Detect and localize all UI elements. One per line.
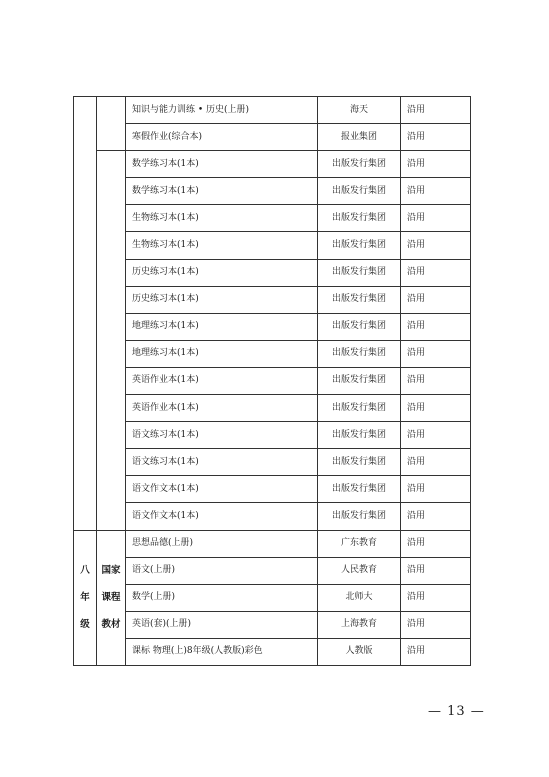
book-name: 生物练习本(1本) bbox=[126, 205, 318, 232]
course-type-line: 国家 bbox=[101, 565, 121, 577]
course-type-line: 课程 bbox=[101, 592, 121, 604]
grade-char: 八 bbox=[80, 565, 90, 577]
table-row bbox=[74, 205, 471, 232]
status: 沿用 bbox=[401, 151, 471, 178]
status: 沿用 bbox=[401, 259, 471, 286]
table-row bbox=[74, 611, 471, 638]
publisher: 人教版 bbox=[318, 638, 401, 665]
status: 沿用 bbox=[401, 638, 471, 665]
status: 沿用 bbox=[401, 367, 471, 394]
table-row bbox=[74, 584, 471, 611]
page-number: — 13 — bbox=[428, 704, 485, 719]
publisher: 出版发行集团 bbox=[318, 422, 401, 449]
table-row bbox=[74, 232, 471, 259]
publisher: 出版发行集团 bbox=[318, 476, 401, 503]
grade-label bbox=[74, 530, 97, 665]
table-row bbox=[74, 422, 471, 449]
publisher: 出版发行集团 bbox=[318, 259, 401, 286]
table-row bbox=[74, 476, 471, 503]
book-name: 英语(套)(上册) bbox=[126, 611, 318, 638]
type-cell-empty bbox=[97, 97, 126, 151]
publisher: 海天 bbox=[318, 97, 401, 124]
book-name: 语文作文本(1本) bbox=[126, 476, 318, 503]
publisher: 人民教育 bbox=[318, 557, 401, 584]
table-row bbox=[74, 449, 471, 476]
grade-char: 级 bbox=[80, 619, 90, 631]
publisher: 报业集团 bbox=[318, 124, 401, 151]
book-name: 知识与能力训练 • 历史(上册) bbox=[126, 97, 318, 124]
publisher: 上海教育 bbox=[318, 611, 401, 638]
course-type-label bbox=[97, 530, 126, 665]
book-name: 英语作业本(1本) bbox=[126, 367, 318, 394]
status: 沿用 bbox=[401, 476, 471, 503]
book-name: 地理练习本(1本) bbox=[126, 340, 318, 367]
table-row bbox=[74, 395, 471, 422]
status: 沿用 bbox=[401, 557, 471, 584]
publisher: 出版发行集团 bbox=[318, 151, 401, 178]
status: 沿用 bbox=[401, 395, 471, 422]
book-name: 数学练习本(1本) bbox=[126, 178, 318, 205]
status: 沿用 bbox=[401, 422, 471, 449]
book-name: 语文练习本(1本) bbox=[126, 422, 318, 449]
book-name: 历史练习本(1本) bbox=[126, 286, 318, 313]
book-name: 语文作文本(1本) bbox=[126, 503, 318, 530]
publisher: 出版发行集团 bbox=[318, 395, 401, 422]
status: 沿用 bbox=[401, 449, 471, 476]
book-name: 语文(上册) bbox=[126, 557, 318, 584]
publisher: 广东教育 bbox=[318, 530, 401, 557]
table-row bbox=[74, 178, 471, 205]
status: 沿用 bbox=[401, 232, 471, 259]
table-row bbox=[74, 340, 471, 367]
status: 沿用 bbox=[401, 340, 471, 367]
status: 沿用 bbox=[401, 178, 471, 205]
book-name: 生物练习本(1本) bbox=[126, 232, 318, 259]
table-row bbox=[74, 638, 471, 665]
status: 沿用 bbox=[401, 286, 471, 313]
book-name: 历史练习本(1本) bbox=[126, 259, 318, 286]
status: 沿用 bbox=[401, 584, 471, 611]
grade-char: 年 bbox=[80, 592, 90, 604]
book-name: 数学(上册) bbox=[126, 584, 318, 611]
publisher: 出版发行集团 bbox=[318, 313, 401, 340]
table-row bbox=[74, 530, 471, 557]
table-row bbox=[74, 97, 471, 124]
book-name: 课标 物理(上)8年级(人教版)彩色 bbox=[126, 638, 318, 665]
course-type-line: 教材 bbox=[101, 619, 121, 631]
book-name: 数学练习本(1本) bbox=[126, 151, 318, 178]
status: 沿用 bbox=[401, 124, 471, 151]
textbook-table bbox=[73, 96, 471, 666]
table-row bbox=[74, 557, 471, 584]
book-name: 英语作业本(1本) bbox=[126, 395, 318, 422]
publisher: 出版发行集团 bbox=[318, 286, 401, 313]
publisher: 出版发行集团 bbox=[318, 232, 401, 259]
publisher: 北师大 bbox=[318, 584, 401, 611]
book-name: 寒假作业(综合本) bbox=[126, 124, 318, 151]
grade-cell-empty bbox=[74, 97, 97, 531]
status: 沿用 bbox=[401, 97, 471, 124]
book-name: 语文练习本(1本) bbox=[126, 449, 318, 476]
table-row bbox=[74, 313, 471, 340]
table-row bbox=[74, 151, 471, 178]
publisher: 出版发行集团 bbox=[318, 340, 401, 367]
status: 沿用 bbox=[401, 313, 471, 340]
publisher: 出版发行集团 bbox=[318, 178, 401, 205]
type-cell-empty bbox=[97, 151, 126, 530]
table-row bbox=[74, 286, 471, 313]
table-row bbox=[74, 124, 471, 151]
publisher: 出版发行集团 bbox=[318, 449, 401, 476]
book-name: 地理练习本(1本) bbox=[126, 313, 318, 340]
table-row bbox=[74, 259, 471, 286]
book-name: 思想品德(上册) bbox=[126, 530, 318, 557]
publisher: 出版发行集团 bbox=[318, 503, 401, 530]
table-row bbox=[74, 503, 471, 530]
table-row bbox=[74, 367, 471, 394]
publisher: 出版发行集团 bbox=[318, 205, 401, 232]
publisher: 出版发行集团 bbox=[318, 367, 401, 394]
status: 沿用 bbox=[401, 530, 471, 557]
status: 沿用 bbox=[401, 205, 471, 232]
status: 沿用 bbox=[401, 611, 471, 638]
status: 沿用 bbox=[401, 503, 471, 530]
